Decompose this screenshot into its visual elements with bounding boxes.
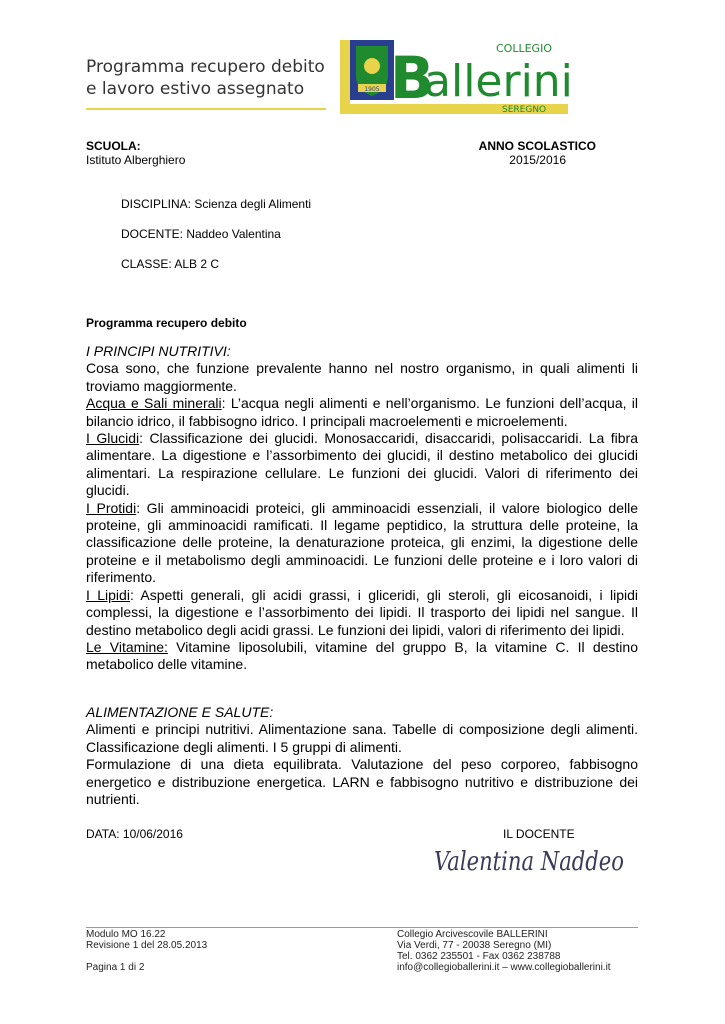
- nutrients-intro: Cosa sono, che funzione prevalente hanno nel nostro organismo, in quali alimenti li troviamo maggiormente.: [86, 360, 638, 394]
- topic-label: I Protidi: [86, 499, 137, 516]
- footer-phone: Tel. 0362 235501 - Fax 0362 238788: [397, 951, 561, 962]
- topic-water-minerals: [86, 395, 638, 430]
- collegio-ballerini-logo: [340, 36, 573, 116]
- logo-initial: B: [390, 44, 435, 112]
- topic-text: : Aspetti generali, gli acidi grassi, i gliceridi, gli steroli, gli eicosanoidi, i lipidi complessi, la digestione e l’assorbimento dei lipidi. Il trasporto dei lipidi nel sangue. Il destino metabolico degli acidi grassi. Le funzioni dei lipidi, valori di riferimento dei lipidi.: [86, 586, 638, 638]
- teacher-signoff-label: IL DOCENTE: [503, 827, 575, 841]
- topic-text: Vitamine liposolubili, vitamine del gruppo B, la vitamine C. Il destino metabolico delle vitamine.: [86, 638, 638, 673]
- class: CLASSE: ALB 2 C: [121, 257, 220, 271]
- footer-page-number: Pagina 1 di 2: [86, 962, 145, 973]
- footer-module-info: [86, 929, 207, 951]
- title-line-2: e lavoro estivo assegnato: [86, 79, 305, 99]
- signature-text: Valentina Naddeo: [434, 847, 624, 877]
- handwritten-signature: [432, 840, 632, 880]
- topic-label: I Glucidi: [86, 430, 140, 447]
- topic-label: Le Vitamine:: [86, 638, 168, 655]
- nutrition-text-1: Alimenti e principi nutritivi. Alimentazione sana. Tabelle di composizione degli alimenti. Classificazione degli alimenti. I 5 gruppi di alimenti.: [86, 721, 638, 755]
- discipline: DISCIPLINA: Scienza degli Alimenti: [121, 197, 312, 211]
- footer-address: [397, 929, 611, 973]
- title-line-1: Programma recupero debito: [86, 57, 325, 77]
- school-year-value: 2015/2016: [509, 153, 566, 167]
- school-year-label: ANNO SCOLASTICO: [478, 139, 596, 153]
- section-heading-nutrients: I PRINCIPI NUTRITIVI:: [86, 343, 231, 359]
- topic-lipids: [86, 587, 638, 639]
- topic-protids: [86, 500, 638, 587]
- footer-module: Modulo MO 16.22: [86, 929, 166, 940]
- school-label: SCUOLA:: [86, 139, 141, 153]
- footer-street: Via Verdi, 77 - 20038 Seregno (MI): [397, 940, 552, 951]
- footer-collegio: Collegio Arcivescovile BALLERINI: [397, 929, 548, 940]
- document-title: [86, 56, 325, 100]
- logo-city: SEREGNO: [502, 105, 547, 115]
- nutrition-text-2: Formulazione di una dieta equilibrata. Valutazione del peso corporeo, fabbisogno energetico e distribuzione energetica. LARN e fabbisogno nutritivo e distribuzione dei nutrienti.: [86, 756, 638, 808]
- topic-text: : Gli amminoacidi proteici, gli amminoacidi essenziali, il valore biologico delle proteine, gli amminoacidi ramificati. Il legame peptidico, la struttura delle proteine, la classificazione delle proteine, la denaturazione proteica, gli enzimi, la digestione delle proteine e il metabolismo degli amminoacidi. Le funzioni delle proteine e i loro valori di riferimento.: [86, 499, 638, 586]
- topic-glucids: [86, 430, 638, 500]
- footer-email[interactable]: info@collegioballerini.it – www.collegioballerini.it: [397, 962, 611, 973]
- section-heading-nutrition: ALIMENTAZIONE E SALUTE:: [86, 704, 274, 720]
- logo-name: allerini: [424, 56, 573, 107]
- topic-text: : Classificazione dei glucidi. Monosaccaridi, disaccaridi, polisaccaridi. La fibra alimentare. La digestione e l’assorbimento dei glucidi, il destino metabolico dei glucidi alimentari. La respirazione cellulare. Le funzioni dei glucidi. Valori di riferimento dei glucidi.: [86, 430, 638, 499]
- nutrition-health-section: [86, 704, 638, 808]
- topic-label: I Lipidi: [86, 586, 130, 603]
- topic-label: Acqua e Sali minerali: [86, 395, 222, 412]
- program-title: Programma recupero debito: [86, 316, 247, 330]
- logo-collegio: COLLEGIO: [496, 42, 552, 55]
- footer-revision: Revisione 1 del 28.05.2013: [86, 940, 208, 951]
- program-content: [86, 343, 638, 674]
- document-date: DATA: 10/06/2016: [86, 827, 183, 841]
- logo-year: 1905: [364, 86, 380, 93]
- topic-text: : L’acqua negli alimenti e nell’organismo. Le funzioni dell’acqua, il bilancio idrico, il fabbisogno idrico. I principali macroelementi e microelementi.: [86, 395, 638, 429]
- topic-vitamins: [86, 639, 638, 674]
- header-rule: [86, 108, 326, 110]
- school-value: Istituto Alberghiero: [86, 153, 186, 167]
- teacher: DOCENTE: Naddeo Valentina: [121, 227, 281, 241]
- footer-rule: [86, 927, 638, 928]
